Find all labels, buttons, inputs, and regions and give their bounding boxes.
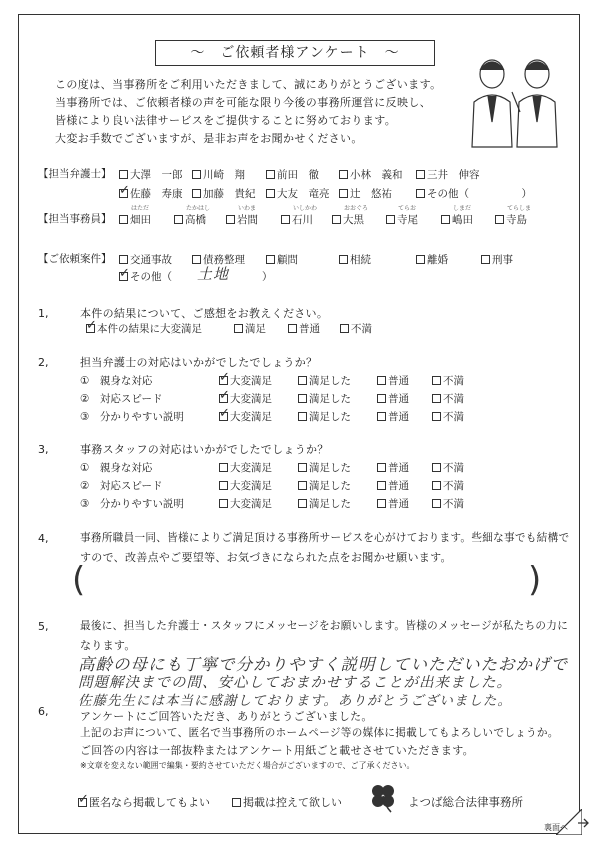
- lawyer-r2-4-label: その他（ ）: [427, 188, 532, 200]
- q3-r0-c1-label: 満足した: [309, 462, 351, 474]
- case-0-checkbox[interactable]: [119, 255, 128, 264]
- publish-ok-label: 匿名なら掲載してもよい: [89, 796, 210, 809]
- q3-r1-c0-option[interactable]: [219, 478, 272, 493]
- staff-3-ruby: いしかわ: [293, 205, 318, 212]
- case-3-label: 相続: [350, 254, 371, 266]
- q2-r2-c3-label: 不満: [443, 411, 464, 423]
- case-3-checkbox[interactable]: [339, 255, 348, 264]
- q4-text-2: すので、改善点やご要望等、お気づきになられた点をお聞かせ願います。: [80, 551, 452, 564]
- q3-r1-c2-label: 普通: [388, 480, 409, 492]
- intro-line-1: この度は、当事務所をご利用いただきまして、誠にありがとうございます。: [55, 78, 442, 91]
- case-2-checkbox[interactable]: [266, 255, 275, 264]
- q4-bracket-left: (: [72, 560, 86, 600]
- lawyer-r2-0-option[interactable]: [119, 186, 183, 201]
- q3-r0-c3-option[interactable]: [432, 460, 464, 475]
- lawyer-r1-3-checkbox[interactable]: [339, 170, 348, 179]
- publish-ok-option[interactable]: [78, 794, 210, 810]
- q1-3-option[interactable]: [340, 321, 372, 336]
- q2-r0-c3-option[interactable]: [432, 373, 464, 388]
- staff-5-checkbox[interactable]: [386, 215, 395, 224]
- q2-r2-c3-option[interactable]: [432, 409, 464, 424]
- q4-bracket-right: ): [528, 560, 542, 600]
- q1-number: 1,: [38, 307, 49, 320]
- q3-r2-c2-checkbox[interactable]: [377, 499, 386, 508]
- lawyer-r2-3-option[interactable]: [339, 186, 392, 201]
- q3-r1-c2-checkbox[interactable]: [377, 481, 386, 490]
- q3-number: 3,: [38, 443, 49, 456]
- q3-r0-c2-checkbox[interactable]: [377, 463, 386, 472]
- q2-r1-c0-option[interactable]: [219, 391, 272, 406]
- lawyer-r2-3-label: 辻 悠祐: [350, 188, 392, 200]
- lawyer-r1-0-option[interactable]: [119, 167, 183, 182]
- intro-line-2: 当事務所では、ご依頼者様の声を可能な限り今後の事務所運営に反映し、: [55, 96, 432, 109]
- case-other-option[interactable]: [119, 269, 172, 284]
- lawyer-r2-1-option[interactable]: [192, 186, 256, 201]
- staff-2-label: 岩間: [237, 214, 258, 226]
- staff-0-ruby: はただ: [131, 205, 150, 212]
- q2-r0-c1-option[interactable]: [298, 373, 351, 388]
- q5-number: 5,: [38, 620, 49, 633]
- q2-r2-c0-label: 大変満足: [230, 411, 272, 423]
- q1-text: 本件の結果について、ご感想をお教えください。: [80, 307, 329, 320]
- publish-ok-checkbox[interactable]: [78, 798, 87, 807]
- lawyer-r2-4-checkbox[interactable]: [416, 189, 425, 198]
- q1-1-option[interactable]: [234, 321, 266, 336]
- staff-4-label: 大黒: [343, 214, 364, 226]
- q4-answer-area[interactable]: [95, 568, 520, 598]
- q3-row-0-label: ① 親身な対応: [80, 462, 153, 474]
- q2-r1-c2-option[interactable]: [377, 391, 409, 406]
- q3-text: 事務スタッフの対応はいかがでしたでしょうか？: [80, 443, 329, 456]
- staff-5-option[interactable]: [386, 212, 418, 227]
- firm-name: よつば総合法律事務所: [408, 795, 523, 809]
- q2-r0-c0-option[interactable]: [219, 373, 272, 388]
- publish-no-label: 掲載は控えて欲しい: [243, 796, 342, 809]
- q2-r2-c0-checkbox[interactable]: [219, 412, 228, 421]
- intro-line-4: 大変お手数でございますが、是非お声をお聞かせください。: [55, 132, 363, 145]
- lawyer-r2-4-option[interactable]: [416, 186, 532, 201]
- q2-r2-c1-label: 満足した: [309, 411, 351, 423]
- q2-r1-c1-checkbox[interactable]: [298, 394, 307, 403]
- q3-r2-c2-option[interactable]: [377, 496, 409, 511]
- lawyer-r1-2-checkbox[interactable]: [266, 170, 275, 179]
- q3-r0-c3-label: 不満: [443, 462, 464, 474]
- q3-r1-c2-option[interactable]: [377, 478, 409, 493]
- q2-row-2-label: ③ 分かりやすい説明: [80, 411, 184, 423]
- lawyer-r2-0-checkbox[interactable]: [119, 189, 128, 198]
- q3-r0-c0-label: 大変満足: [230, 462, 272, 474]
- q3-r0-c1-checkbox[interactable]: [298, 463, 307, 472]
- staff-5-label: 寺尾: [397, 214, 418, 226]
- q2-r2-c0-option[interactable]: [219, 409, 272, 424]
- staff-5-ruby: てらお: [398, 205, 417, 212]
- staff-4-ruby: おおぐろ: [344, 205, 369, 212]
- q5-handwriting-line-3: 佐藤先生には本当に感謝しております。ありがとうございました。: [78, 693, 512, 709]
- q3-r1-c1-checkbox[interactable]: [298, 481, 307, 490]
- q2-number: 2,: [38, 356, 49, 369]
- q1-3-checkbox[interactable]: [340, 324, 349, 333]
- q1-2-label: 普通: [299, 323, 320, 335]
- lawyer-r2-0-label: 佐藤 寿康: [130, 188, 183, 200]
- q5-handwriting-line-1: 高齢の母にも丁寧で分かりやすく説明していただいたおかげで: [78, 655, 568, 674]
- lawyer-r1-4-checkbox[interactable]: [416, 170, 425, 179]
- q6-note: ※文章を変えない範囲で編集・要約させていただく場合がございますので、ご了承ください。: [80, 761, 415, 770]
- page-title: 〜 ご依頼者様アンケート 〜: [155, 40, 435, 66]
- q1-0-checkbox[interactable]: [86, 324, 95, 333]
- q2-row-1-label: ② 対応スピード: [80, 393, 163, 405]
- q2-r1-c0-checkbox[interactable]: [219, 394, 228, 403]
- lawyer-r1-4-option[interactable]: [416, 167, 480, 182]
- lawyer-r2-1-checkbox[interactable]: [192, 189, 201, 198]
- q2-r1-c1-option[interactable]: [298, 391, 351, 406]
- intro-line-3: 皆様により良い法律サービスをご提供することに努めております。: [55, 114, 397, 127]
- q1-1-label: 満足: [245, 323, 266, 335]
- staff-1-checkbox[interactable]: [174, 215, 183, 224]
- lawyer-r1-0-label: 大澤 一郎: [130, 169, 183, 181]
- q3-r0-c1-option[interactable]: [298, 460, 351, 475]
- q1-2-option[interactable]: [288, 321, 320, 336]
- staff-1-ruby: たかはし: [186, 205, 211, 212]
- q2-r0-c0-checkbox[interactable]: [219, 376, 228, 385]
- lawyer-r2-2-option[interactable]: [266, 186, 330, 201]
- q2-r1-c3-label: 不満: [443, 393, 464, 405]
- q5-text-1: 最後に、担当した弁護士・スタッフにメッセージをお願いします。皆様のメッセージが私たちの力に: [80, 620, 569, 632]
- staff-6-ruby: しまだ: [453, 205, 472, 212]
- q2-r1-c3-checkbox[interactable]: [432, 394, 441, 403]
- staff-6-label: 嶋田: [452, 214, 473, 226]
- q2-r0-c0-label: 大変満足: [230, 375, 272, 387]
- q6-line-3: ご回答の内容は一部抜粋またはアンケート用紙ごと載せさせていただきます。: [80, 744, 474, 757]
- q3-r2-c3-label: 不満: [443, 498, 464, 510]
- q3-row-2-label: ③ 分かりやすい説明: [80, 498, 184, 510]
- q5-handwriting-line-2: 問題解決までの間、安心しておまかせすることが出来ました。: [78, 675, 512, 691]
- q2-r2-c1-checkbox[interactable]: [298, 412, 307, 421]
- lawyer-r2-3-checkbox[interactable]: [339, 189, 348, 198]
- staff-3-checkbox[interactable]: [281, 215, 290, 224]
- case-0-label: 交通事故: [130, 254, 172, 266]
- clover-logo-icon: [366, 780, 400, 814]
- staff-2-option[interactable]: [226, 212, 258, 227]
- q3-r2-c3-option[interactable]: [432, 496, 464, 511]
- q1-1-checkbox[interactable]: [234, 324, 243, 333]
- q2-r1-c2-checkbox[interactable]: [377, 394, 386, 403]
- lawyer-r1-2-label: 前田 徹: [277, 169, 319, 181]
- q3-r2-c0-label: 大変満足: [230, 498, 272, 510]
- q2-r0-c2-option[interactable]: [377, 373, 409, 388]
- q2-r0-c2-label: 普通: [388, 375, 409, 387]
- q3-r0-c2-label: 普通: [388, 462, 409, 474]
- q4-number: 4,: [38, 532, 49, 545]
- q3-r1-c3-checkbox[interactable]: [432, 481, 441, 490]
- q3-r2-c0-option[interactable]: [219, 496, 272, 511]
- q1-0-label: 本件の結果に大変満足: [97, 323, 202, 335]
- staff-7-ruby: てらしま: [507, 205, 532, 212]
- q3-r1-c1-option[interactable]: [298, 478, 351, 493]
- q2-r1-c2-label: 普通: [388, 393, 409, 405]
- case-other-value: 土地: [197, 265, 230, 283]
- q2-r0-c1-label: 満足した: [309, 375, 351, 387]
- lawyer-r1-4-label: 三井 伸容: [427, 169, 480, 181]
- q6-line-2: 上記のお声について、匿名で当事務所のホームページ等の媒体に掲載してもよろしいでしょうか。: [80, 727, 559, 739]
- q2-r2-c1-option[interactable]: [298, 409, 351, 424]
- q2-r0-c1-checkbox[interactable]: [298, 376, 307, 385]
- q4-text-1: 事務所職員一同、皆様によりご満足頂ける事務所サービスを心がけております。些細な事でも結構で: [80, 532, 570, 544]
- lawyer-r1-1-option[interactable]: [192, 167, 245, 182]
- staff-1-option[interactable]: [174, 212, 206, 227]
- q2-r0-c2-checkbox[interactable]: [377, 376, 386, 385]
- case-4-checkbox[interactable]: [416, 255, 425, 264]
- q3-row-1-label: ② 対応スピード: [80, 480, 163, 492]
- q3-r1-c3-option[interactable]: [432, 478, 464, 493]
- q2-text: 担当弁護士の対応はいかがでしたでしょうか？: [80, 356, 318, 369]
- q3-r0-c0-option[interactable]: [219, 460, 272, 475]
- case-3-option[interactable]: [339, 252, 371, 267]
- case-other-checkbox[interactable]: [119, 272, 128, 281]
- q2-r1-c1-label: 満足した: [309, 393, 351, 405]
- q1-3-label: 不満: [351, 323, 372, 335]
- lawyer-r1-0-checkbox[interactable]: [119, 170, 128, 179]
- staff-0-checkbox[interactable]: [119, 215, 128, 224]
- q3-r2-c2-label: 普通: [388, 498, 409, 510]
- case-2-option[interactable]: [266, 252, 298, 267]
- staff-2-checkbox[interactable]: [226, 215, 235, 224]
- case-1-label: 債務整理: [203, 254, 245, 266]
- case-0-option[interactable]: [119, 252, 172, 267]
- q3-r2-c1-label: 満足した: [309, 498, 351, 510]
- publish-no-option[interactable]: [232, 794, 342, 810]
- back-page-label[interactable]: 裏面へ: [544, 823, 568, 832]
- lawyer-r2-2-checkbox[interactable]: [266, 189, 275, 198]
- case-2-label: 顧問: [277, 254, 298, 266]
- publish-no-checkbox[interactable]: [232, 798, 241, 807]
- staff-3-option[interactable]: [281, 212, 313, 227]
- lawyer-r2-1-label: 加藤 貴紀: [203, 188, 256, 200]
- q3-r1-c0-checkbox[interactable]: [219, 481, 228, 490]
- q2-row-0-label: ① 親身な対応: [80, 375, 153, 387]
- staff-1-label: 高橋: [185, 214, 206, 226]
- q6-line-1: アンケートにご回答いただき、ありがとうございました。: [80, 710, 373, 723]
- q3-r1-c3-label: 不満: [443, 480, 464, 492]
- case-other-label: その他（: [130, 271, 172, 283]
- case-4-label: 離婚: [427, 254, 448, 266]
- case-5-label: 刑事: [492, 254, 513, 266]
- q3-r2-c1-option[interactable]: [298, 496, 351, 511]
- q2-r0-c3-checkbox[interactable]: [432, 376, 441, 385]
- lawyer-r1-1-label: 川崎 翔: [203, 169, 245, 181]
- staff-7-option[interactable]: [495, 212, 527, 227]
- staff-2-ruby: いわま: [238, 205, 257, 212]
- case-5-option[interactable]: [481, 252, 513, 267]
- case-other-close: ）: [262, 271, 273, 283]
- q3-r1-c1-label: 満足した: [309, 480, 351, 492]
- q3-r2-c3-checkbox[interactable]: [432, 499, 441, 508]
- staff-0-option[interactable]: [119, 212, 151, 227]
- lawyers-label: 【担当弁護士】: [38, 168, 112, 180]
- lawyers-illustration: [462, 52, 567, 157]
- q3-r2-c0-checkbox[interactable]: [219, 499, 228, 508]
- staff-3-label: 石川: [292, 214, 313, 226]
- q2-r1-c0-label: 大変満足: [230, 393, 272, 405]
- q2-r2-c2-option[interactable]: [377, 409, 409, 424]
- staff-7-label: 寺島: [506, 214, 527, 226]
- staff-4-option[interactable]: [332, 212, 364, 227]
- q6-number: 6,: [38, 705, 49, 718]
- lawyer-r1-3-label: 小林 義和: [350, 169, 403, 181]
- q3-r0-c0-checkbox[interactable]: [219, 463, 228, 472]
- q3-r0-c2-option[interactable]: [377, 460, 409, 475]
- q2-r1-c3-option[interactable]: [432, 391, 464, 406]
- staff-label: 【担当事務員】: [38, 213, 112, 225]
- q3-r1-c0-label: 大変満足: [230, 480, 272, 492]
- q3-r2-c1-checkbox[interactable]: [298, 499, 307, 508]
- q2-r0-c3-label: 不満: [443, 375, 464, 387]
- lawyer-r1-2-option[interactable]: [266, 167, 319, 182]
- case-5-checkbox[interactable]: [481, 255, 490, 264]
- q2-r2-c2-checkbox[interactable]: [377, 412, 386, 421]
- staff-6-option[interactable]: [441, 212, 473, 227]
- lawyer-r1-3-option[interactable]: [339, 167, 403, 182]
- q2-r2-c2-label: 普通: [388, 411, 409, 423]
- staff-4-checkbox[interactable]: [332, 215, 341, 224]
- lawyer-r2-2-label: 大友 竜亮: [277, 188, 330, 200]
- q1-0-option[interactable]: [86, 321, 202, 336]
- q3-r0-c3-checkbox[interactable]: [432, 463, 441, 472]
- q1-2-checkbox[interactable]: [288, 324, 297, 333]
- staff-6-checkbox[interactable]: [441, 215, 450, 224]
- q5-text-2: なります。: [80, 639, 136, 652]
- staff-0-label: 畑田: [130, 214, 151, 226]
- arrow-right-icon: [577, 816, 591, 830]
- staff-7-checkbox[interactable]: [495, 215, 504, 224]
- lawyer-r1-1-checkbox[interactable]: [192, 170, 201, 179]
- q2-r2-c3-checkbox[interactable]: [432, 412, 441, 421]
- cases-label: 【ご依頼案件】: [38, 253, 112, 265]
- case-4-option[interactable]: [416, 252, 448, 267]
